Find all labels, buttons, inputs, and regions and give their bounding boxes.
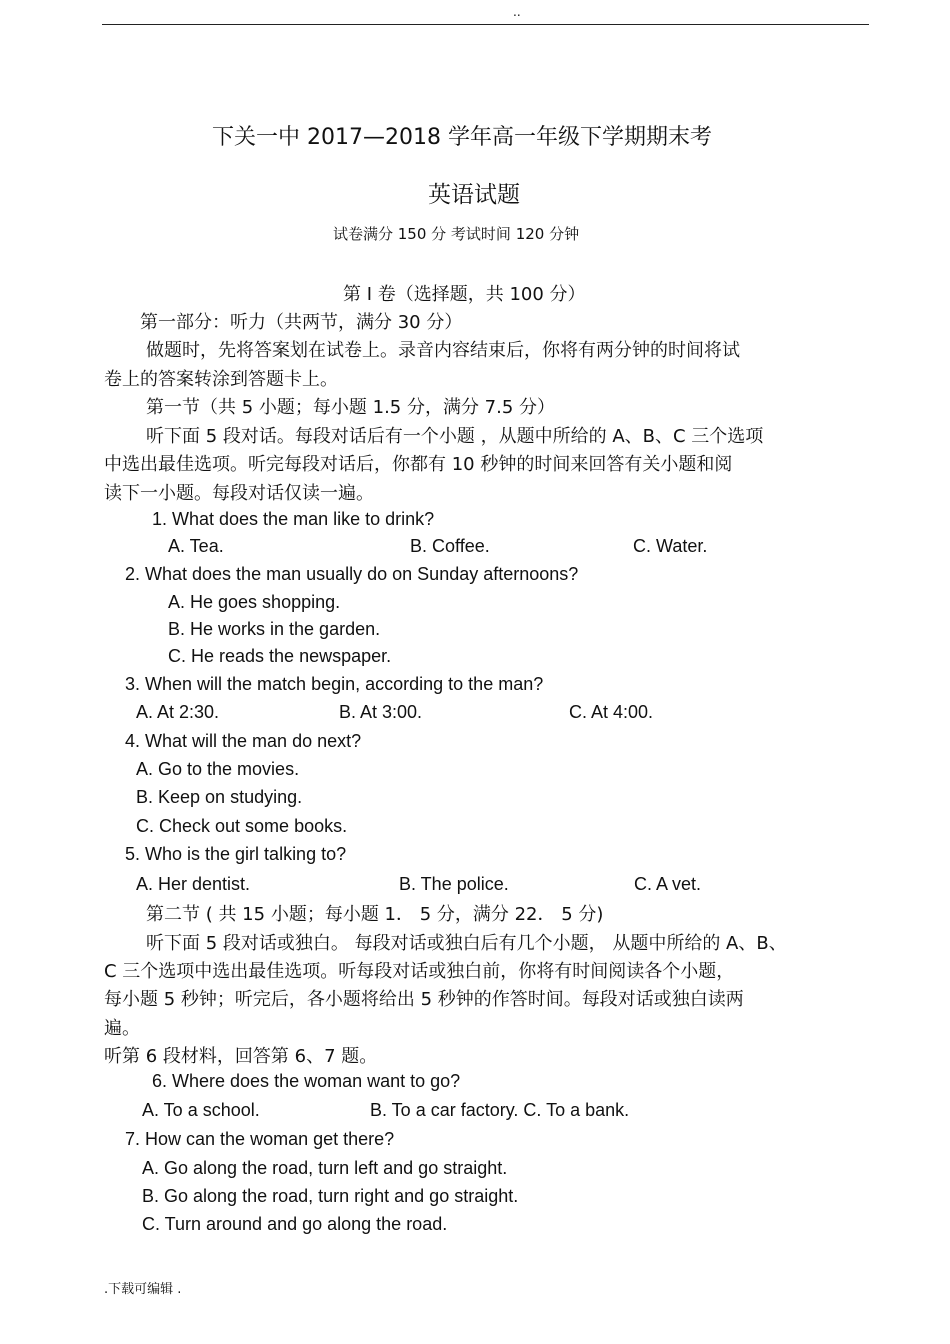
question-6-option-bc: B. To a car factory. C. To a bank. xyxy=(370,1100,630,1120)
question-1-option-a: A. Tea. xyxy=(168,536,224,556)
question-2-option-c: C. He reads the newspaper. xyxy=(168,646,392,666)
question-7-option-a: A. Go along the road, turn left and go straight. xyxy=(142,1158,508,1178)
instruction-line-1: 做题时，先将答案划在试卷上。录音内容结束后，你将有两分钟的时间将试 xyxy=(146,340,740,361)
question-1-option-c: C. Water. xyxy=(633,536,708,556)
question-2-stem: 2. What does the man usually do on Sunday afternoons? xyxy=(125,564,579,584)
section2-desc-1: 听下面 5 段对话或独白。 每段对话或独白后有几个小题， 从题中所给的 A、B、 xyxy=(146,933,787,954)
question-3-option-b: B. At 3:00. xyxy=(339,702,423,722)
section1-desc-1: 听下面 5 段对话。每段对话后有一个小题 ，从题中所给的 A、B、C 三个选项 xyxy=(146,426,764,447)
exam-info: 试卷满分 150 分 考试时间 120 分钟 xyxy=(333,225,580,243)
section1-heading: 第一节（共 5 小题；每小题 1.5 分，满分 7.5 分） xyxy=(146,397,556,418)
question-3-option-c: C. At 4:00. xyxy=(569,702,654,722)
subject-title: 英语试题 xyxy=(428,182,520,208)
question-1-stem: 1. What does the man like to drink? xyxy=(152,509,435,529)
section1-desc-3: 读下一小题。每段对话仅读一遍。 xyxy=(104,483,374,504)
section2-heading: 第二节 ( 共 15 小题；每小题 1． 5 分，满分 22． 5 分) xyxy=(146,904,604,925)
question-7-option-b: B. Go along the road, turn right and go straight. xyxy=(142,1186,519,1206)
question-4-option-a: A. Go to the movies. xyxy=(136,759,300,779)
section2-desc-4: 遍。 xyxy=(104,1018,140,1039)
question-4-option-b: B. Keep on studying. xyxy=(136,787,303,807)
question-2-option-a: A. He goes shopping. xyxy=(168,592,341,612)
question-4-option-c: C. Check out some books. xyxy=(136,816,348,836)
header-rule xyxy=(102,24,869,25)
question-2-option-b: B. He works in the garden. xyxy=(168,619,381,639)
question-1-option-b: B. Coffee. xyxy=(410,536,490,556)
volume-heading: 第 I 卷（选择题，共 100 分） xyxy=(343,284,586,305)
question-6-stem: 6. Where does the woman want to go? xyxy=(152,1071,461,1091)
material-note: 听第 6 段材料，回答第 6、7 题。 xyxy=(104,1046,378,1067)
question-7-stem: 7. How can the woman get there? xyxy=(125,1129,395,1149)
question-5-option-b: B. The police. xyxy=(399,874,509,894)
footer-note: .下载可编辑 . xyxy=(104,1282,182,1297)
part1-heading: 第一部分：听力（共两节，满分 30 分） xyxy=(140,312,463,333)
section2-desc-2: C 三个选项中选出最佳选项。听每段对话或独白前，你将有时间阅读各个小题， xyxy=(104,961,735,982)
question-3-stem: 3. When will the match begin, according to the man? xyxy=(125,674,544,694)
header-marker: .. xyxy=(513,5,521,19)
question-7-option-c: C. Turn around and go along the road. xyxy=(142,1214,448,1234)
question-5-option-c: C. A vet. xyxy=(634,874,702,894)
question-5-stem: 5. Who is the girl talking to? xyxy=(125,844,347,864)
question-6-option-a: A. To a school. xyxy=(142,1100,260,1120)
question-5-option-a: A. Her dentist. xyxy=(136,874,251,894)
question-3-option-a: A. At 2:30. xyxy=(136,702,220,722)
section1-desc-2: 中选出最佳选项。听完每段对话后，你都有 10 秒钟的时间来回答有关小题和阅 xyxy=(104,454,733,475)
exam-title: 下关一中 2017—2018 学年高一年级下学期期末考 xyxy=(212,125,712,150)
instruction-line-2: 卷上的答案转涂到答题卡上。 xyxy=(104,369,338,390)
question-4-stem: 4. What will the man do next? xyxy=(125,731,362,751)
section2-desc-3: 每小题 5 秒钟；听完后，各小题将给出 5 秒钟的作答时间。每段对话或独白读两 xyxy=(104,989,744,1010)
